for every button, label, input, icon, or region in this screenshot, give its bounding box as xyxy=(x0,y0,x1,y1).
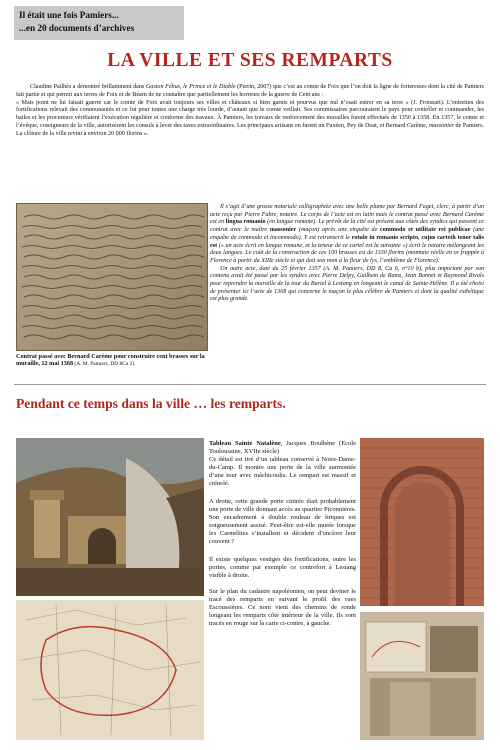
brick-gate-image xyxy=(360,438,484,606)
series-line-1: Il était une fois Pamiers... xyxy=(19,10,119,20)
manuscript-caption: Contrat passé avec Bernard Carème pour construire cent brasses sur la muraille, 12 mai 1368 (A. M. Pamiers, DD 8Ca 2). xyxy=(16,353,205,368)
painting-caption: Tableau Sainte Natalène, Jacques Boulbène (Ecole Toulousaine, XVIIe siècle) Ce détail est tiré d’un tableau conservé à Notre-Dame-du-Camp. Il montre une porte de la ville surmontée d’une tour avec mâchicoulis. Le rempart est massif et crénelé. xyxy=(209,440,357,487)
intro-paragraph-1: Claudine Pailhès a démontré brillamment dans Gaston Fébus, le Prince et le Diable (Perrin, 2007) que c’est au comte de Foix que l’on doit la ligne de forteresses dont la cité de Pamiers fait partie et qui permit aux terres de Foix et de Béarn de ne connaître que partiellement les horreurs de la guerre de Cent ans : xyxy=(16,84,484,98)
series-line-2: ...en 20 documents d’archives xyxy=(19,23,135,33)
section-text xyxy=(209,440,356,636)
intro-paragraph-2: « Mais point ne lui faisait guerre car le comte de Foix avait toujours ses villes et châteaux si bien garnis et pourvus que nul n’osait entrer en sa terre » (J. Froissart). L’entretien des fortifications relevait des communautés et ce fut pour toutes une charge très lourde, d’autant que le comte veillait. Ses commissaires parcouraient le pays pour contrôler et commander, les bailes et les procureurs vérifiaient l’exécution régulière et conforme des travaux. À Pamiers, les travaux de renforcement des murailles furent effectués de 1350 à 1358. En 1357, le comte et l’évêque, coseigneurs de la ville, autorisèrent les consuls à lever des taxes extraordinaires. Les principaux artisans en furent un Fuxéen, Pey de Doat, et Bernard Carème, massonier de Pamiers. La clôture de la ville revint à environ 20 000 florins ». xyxy=(16,99,484,137)
intro-text xyxy=(16,84,484,138)
page-title: LA VILLE ET SES REMPARTS xyxy=(107,50,393,71)
section-divider xyxy=(14,384,486,385)
manuscript-image xyxy=(16,203,208,351)
gate-description: A droite, cette grande porte cintrée était probablement une porte de ville donnant accès au quartier Piconnières. Son encadrement à double rouleau de briques est soigneusement assisé. Peut-être est-elle murée lorsque les Carmélites s’installent et décident d’enclore leur couvent ? xyxy=(209,498,356,545)
document-commentary xyxy=(210,204,484,304)
section-title: Pendant ce temps dans la ville … les remparts. xyxy=(16,396,286,411)
cadastre-map-image xyxy=(16,600,204,740)
series-label-box xyxy=(14,6,184,40)
buttress-image xyxy=(360,612,484,740)
cadastre-description: Sur le plan du cadastre napoléonien, on peut deviner le tracé des remparts en suivant le profil des rues Escoussières. Ce nom vient des chemins de ronde longeant les remparts côté intérieur de la ville. Ils sont tracés en rouge sur la carte ci-contre, à gauche. xyxy=(209,588,356,627)
commentary-paragraph-1: Il s’agit d’une grosse notariale calligraphiée avec une belle plume par Bernard Faget, clerc, à partir d’un acte reçu par Pierre Fabre, notaire. Le corps de l’acte est en latin mais le contrat passé avec Bernard Carème est en lingua romanio (en langue romane). Le prévôt de la cité est présent aux côtés des syndics qui passent ce contrat avec le maître massonier (maçon) après une enquête de commodo et utilitate rei publicae (une enquête de commodo et incommodo). Y est retranscrit le rotulo in romanio scripto, cujus carteth tenor talis est (« un acte écrit en langue romane, et la teneur de ce cartel est la suivante ») écrit le notaire mélangeant les deux langues. Le coût de la construction de ces 100 brasses est de 1330 florins (monnaie réelle en or frappée à Florence à partir du XIIIe siècle et qui doit son nom à la fleur de lys, l’emblème de Florence). xyxy=(210,204,484,264)
commentary-paragraph-2: Un autre acte, daté du 25 février 1357 (A. M. Pamiers, DD 8, Ca 6, n°10 b), plus important par son contenu avait été passé par les syndics avec Pierre Delpy, Guilhem de Rams, Jean Bonnet et Raymond Rivals pour reprendre la muraille de la tour du Bariel à Lestang en longeant le canal de Sainte-Hélène. Il a été choisi de présenter ici l’acte de 1368 qui concerne le maçon le plus célèbre de Pamiers et dont la qualité esthétique est plus grande. xyxy=(210,265,484,303)
painting-detail-image xyxy=(16,438,204,596)
buttress-description: Il existe quelques vestiges des fortifications, outre les portes, comme par exemple ce contrefort à Lestang visible à droite. xyxy=(209,556,356,579)
